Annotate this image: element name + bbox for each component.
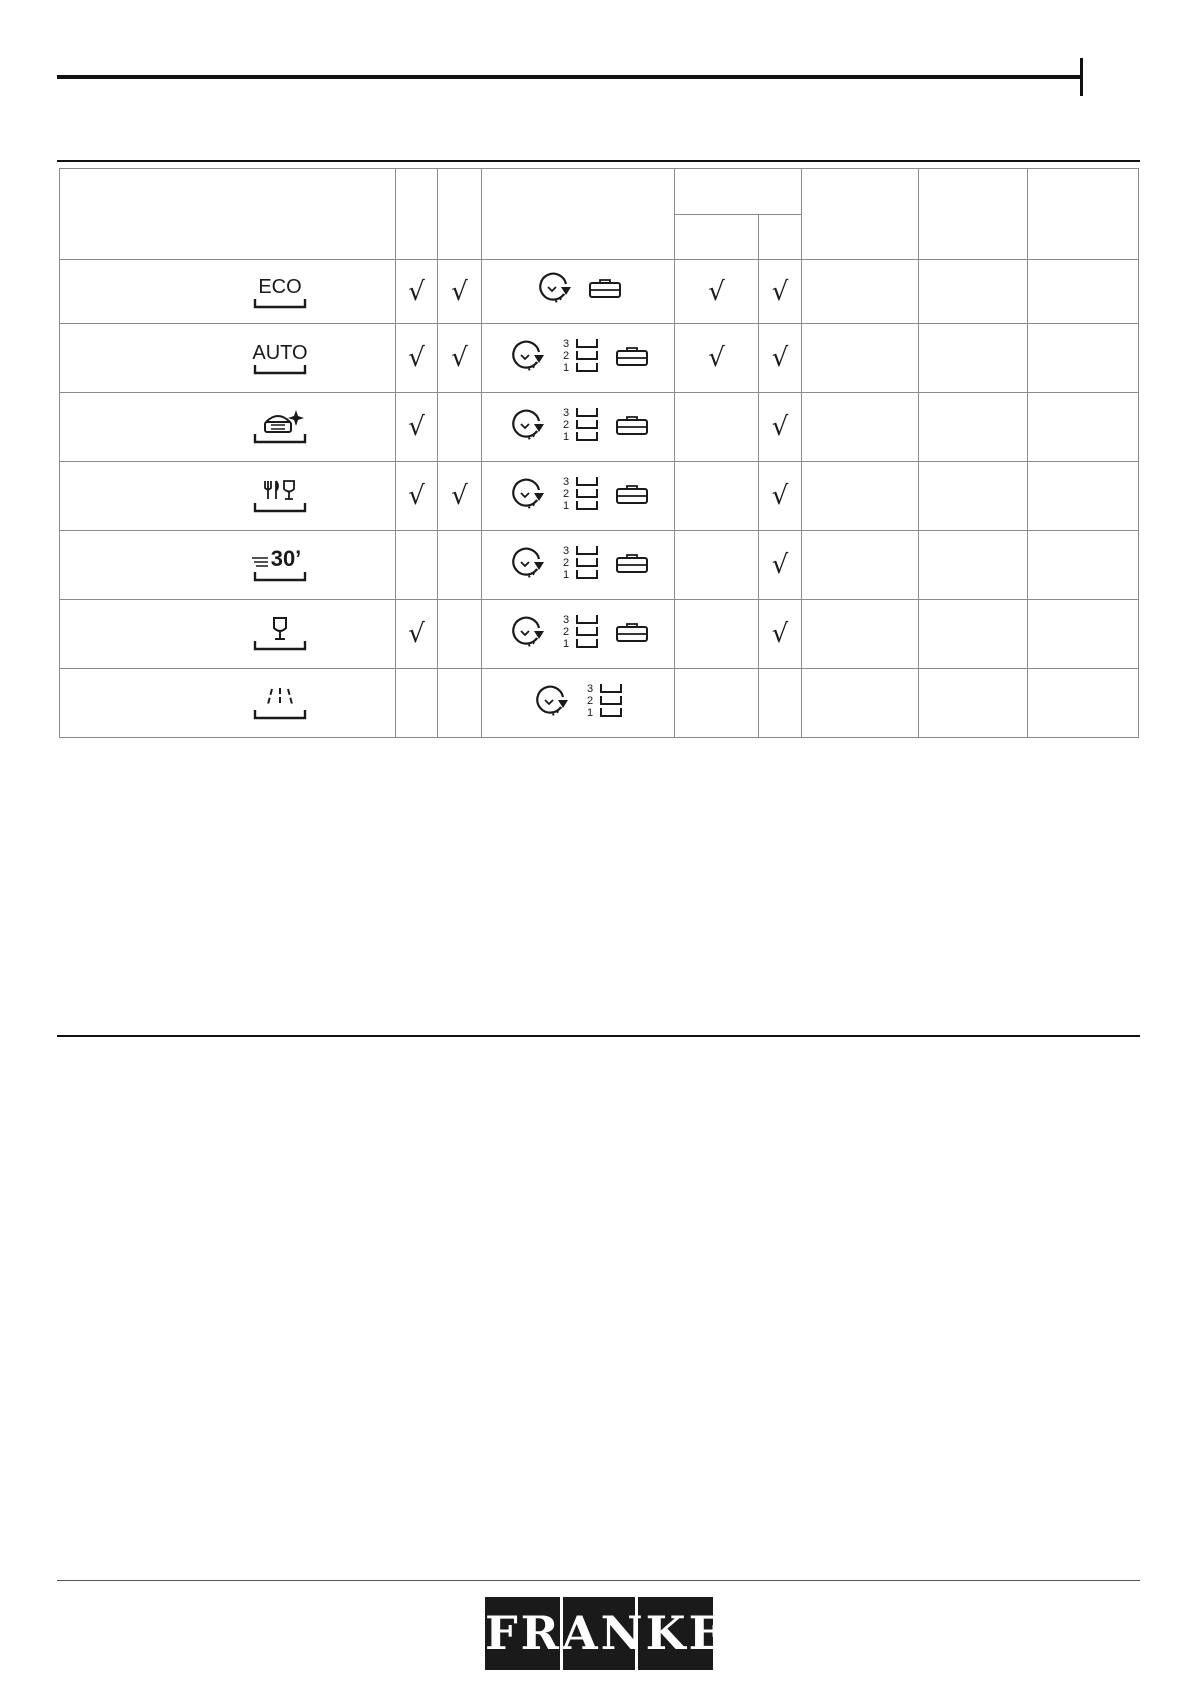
header-cell-col2 (438, 169, 482, 260)
check-mark: √ (708, 276, 725, 307)
intensive-pot-icon (250, 408, 310, 446)
delay-start-icon (507, 615, 547, 651)
rack-number: 1 (562, 499, 570, 512)
col4-cell (759, 260, 802, 324)
cutlery-glass-icon (250, 477, 310, 515)
svg-text:ECO: ECO (258, 275, 302, 298)
col6-cell (919, 324, 1028, 393)
rack-number: 3 (562, 406, 570, 419)
check-mark: √ (771, 343, 789, 373)
col5-cell (802, 669, 919, 738)
rack-number: 2 (586, 694, 594, 707)
delay-start-icon (507, 477, 547, 513)
program-row (60, 462, 1139, 531)
delay-start-icon (507, 339, 547, 375)
rack-number: 2 (562, 418, 570, 431)
program-row (60, 669, 1139, 738)
rack-number: 1 (562, 361, 570, 374)
col1-cell (396, 531, 438, 600)
col6-cell (919, 260, 1028, 324)
header-cell-program (60, 169, 396, 260)
rack-number: 3 (562, 337, 570, 350)
program-cell (60, 324, 396, 393)
col4-cell (759, 531, 802, 600)
header-tick (1080, 58, 1083, 96)
col7-cell (1028, 669, 1139, 738)
col6-cell (919, 462, 1028, 531)
col3-cell (675, 531, 759, 600)
col4-cell (759, 393, 802, 462)
check-mark: √ (771, 412, 789, 442)
check-mark: √ (771, 276, 789, 307)
tablet-icon (615, 345, 649, 369)
program-cell (60, 531, 396, 600)
options-cell (482, 600, 675, 669)
col7-cell (1028, 462, 1139, 531)
col5-cell (802, 462, 919, 531)
header-rule (57, 75, 1081, 79)
table-section-rule (57, 160, 1140, 162)
glass-program-icon (250, 615, 310, 653)
col7-cell (1028, 324, 1139, 393)
rack-number: 3 (562, 544, 570, 557)
tablet-icon (615, 414, 649, 438)
col2-cell (438, 669, 482, 738)
footer-rule (57, 1580, 1140, 1581)
header-cell-col4 (759, 215, 802, 260)
col6-cell (919, 393, 1028, 462)
program-row (60, 324, 1139, 393)
col4-cell (759, 600, 802, 669)
prewash-icon (250, 684, 310, 722)
col2-cell (438, 600, 482, 669)
col6-cell (919, 531, 1028, 600)
col2-cell (438, 531, 482, 600)
options-cell (482, 531, 675, 600)
col5-cell (802, 531, 919, 600)
col2-cell (438, 260, 482, 324)
svg-text:AUTO: AUTO (252, 342, 308, 364)
check-mark: √ (408, 619, 425, 649)
col2-cell (438, 324, 482, 393)
franke-logo (485, 1597, 727, 1670)
rack-number: 2 (562, 556, 570, 569)
eco-program-icon (250, 273, 310, 311)
rack-number: 1 (562, 637, 570, 650)
col1-cell (396, 324, 438, 393)
header-cell-col6 (919, 169, 1028, 260)
program-cell (60, 600, 396, 669)
col2-cell (438, 393, 482, 462)
rack-number: 1 (562, 568, 570, 581)
rack-number: 3 (562, 475, 570, 488)
options-cell (482, 260, 675, 324)
program-row (60, 531, 1139, 600)
tablet-icon (615, 483, 649, 507)
check-mark: √ (408, 343, 425, 373)
check-mark: √ (451, 481, 468, 511)
second-section-rule (57, 1035, 1140, 1037)
delay-start-icon (507, 408, 547, 444)
options-cell (482, 393, 675, 462)
delay-start-icon (507, 546, 547, 582)
rack-selection-icon (561, 406, 601, 446)
col3-cell (675, 600, 759, 669)
col6-cell (919, 669, 1028, 738)
tablet-icon (588, 277, 622, 301)
quick-30-icon (250, 546, 310, 584)
col4-cell (759, 324, 802, 393)
check-mark: √ (451, 276, 468, 307)
check-mark: √ (771, 550, 789, 580)
header-cell-options (482, 169, 675, 260)
rack-selection-icon (561, 613, 601, 653)
col3-cell (675, 260, 759, 324)
rack-number: 3 (586, 682, 594, 695)
col5-cell (802, 600, 919, 669)
delay-start-icon (534, 271, 574, 307)
program-cell (60, 669, 396, 738)
col2-cell (438, 462, 482, 531)
rack-number: 2 (562, 625, 570, 638)
col5-cell (802, 324, 919, 393)
col4-cell (759, 669, 802, 738)
col7-cell (1028, 393, 1139, 462)
header-cell-group (675, 169, 802, 215)
col3-cell (675, 393, 759, 462)
col1-cell (396, 462, 438, 531)
rack-number: 1 (586, 706, 594, 719)
rack-selection-icon (561, 337, 601, 377)
col7-cell (1028, 600, 1139, 669)
check-mark: √ (771, 619, 789, 649)
check-mark: √ (771, 481, 789, 511)
col1-cell (396, 260, 438, 324)
check-mark: √ (408, 412, 425, 442)
tablet-icon (615, 621, 649, 645)
options-cell (482, 669, 675, 738)
program-table (59, 168, 1139, 738)
col5-cell (802, 393, 919, 462)
program-cell (60, 260, 396, 324)
col7-cell (1028, 531, 1139, 600)
col7-cell (1028, 260, 1139, 324)
header-cell-col7 (1028, 169, 1139, 260)
rack-selection-icon (561, 475, 601, 515)
rack-number: 3 (562, 613, 570, 626)
col3-cell (675, 462, 759, 531)
auto-program-icon (250, 339, 310, 377)
check-mark: √ (451, 343, 468, 373)
options-cell (482, 324, 675, 393)
options-cell (482, 462, 675, 531)
svg-text:30’: 30’ (270, 546, 302, 571)
check-mark: √ (408, 276, 425, 307)
rack-number: 1 (562, 430, 570, 443)
header-cell-col5 (802, 169, 919, 260)
rack-number: 2 (562, 349, 570, 362)
table-header-row (60, 169, 1139, 215)
header-cell-col3 (675, 215, 759, 260)
program-cell (60, 393, 396, 462)
program-row (60, 600, 1139, 669)
col1-cell (396, 669, 438, 738)
rack-number: 2 (562, 487, 570, 500)
col3-cell (675, 324, 759, 393)
rack-selection-icon (561, 544, 601, 584)
col4-cell (759, 462, 802, 531)
program-row (60, 260, 1139, 324)
check-mark: √ (708, 343, 725, 373)
delay-start-icon (531, 684, 571, 720)
col1-cell (396, 393, 438, 462)
logo-text: FRANKE (485, 1606, 727, 1660)
tablet-icon (615, 552, 649, 576)
program-cell (60, 462, 396, 531)
col6-cell (919, 600, 1028, 669)
col3-cell (675, 669, 759, 738)
col5-cell (802, 260, 919, 324)
header-cell-col1 (396, 169, 438, 260)
rack-selection-icon (585, 682, 625, 722)
program-row (60, 393, 1139, 462)
col1-cell (396, 600, 438, 669)
check-mark: √ (408, 481, 425, 511)
